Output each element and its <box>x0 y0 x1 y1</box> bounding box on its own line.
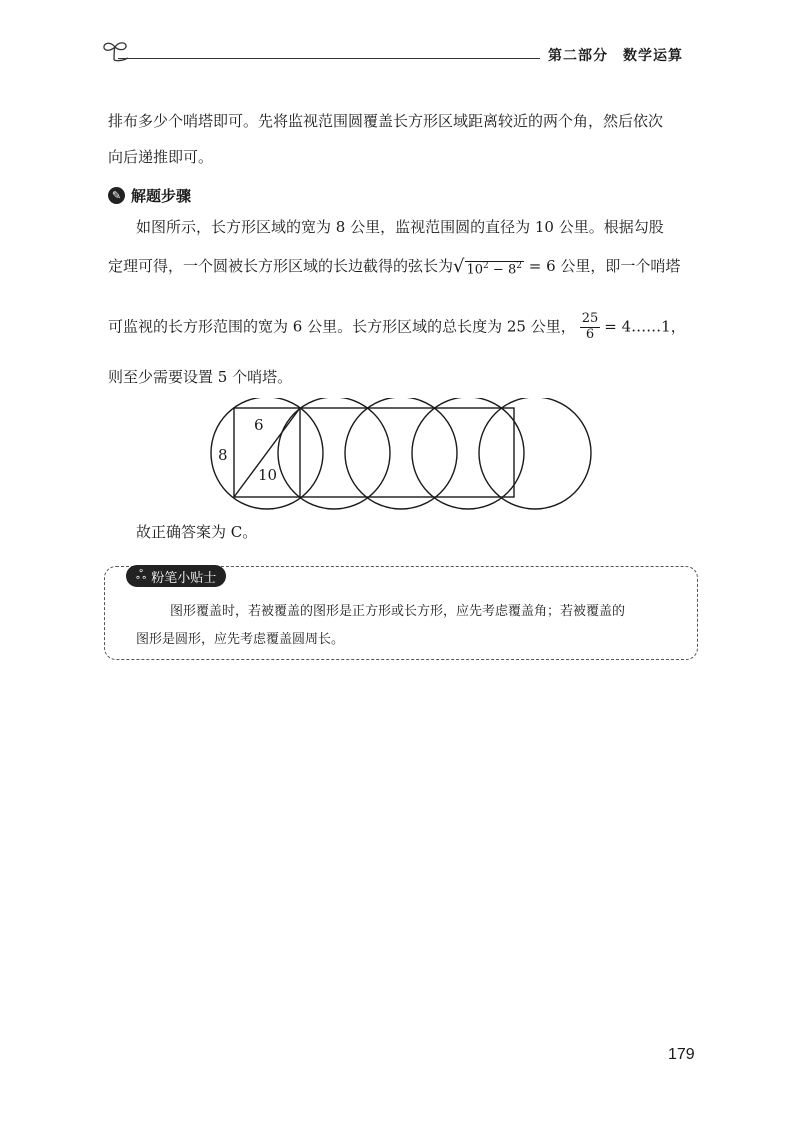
label-diameter: 10 <box>258 466 278 484</box>
solution-line-3-text: 可监视的长方形范围的宽为 6 公里。长方形区域的总长度为 25 公里， <box>108 317 576 336</box>
sprout-icon: ஃ <box>136 568 147 583</box>
solution-line-2-tail: = 6 公里，即一个哨塔 <box>523 257 681 275</box>
solution-line-3-tail: = 4……1， <box>604 317 686 336</box>
solution-line-2 <box>108 258 708 276</box>
sprout-icon <box>100 38 130 64</box>
fraction-denominator: 6 <box>585 326 595 342</box>
coverage-circle-4 <box>412 398 524 509</box>
tip-line-2: 图形是圆形，应先考虑覆盖圆周长。 <box>136 632 345 647</box>
radical-sign: √ <box>453 256 465 277</box>
fraction-numerator: 25 <box>581 311 599 326</box>
fraction <box>580 312 601 343</box>
section-title: 第二部分 数学运算 <box>548 48 683 64</box>
sqrt-expression <box>453 258 524 276</box>
solution-heading <box>108 185 191 206</box>
radicand: $10^2 - 8^2$ <box>466 260 522 277</box>
solution-line-2-text: 定理可得，一个圆被长方形区域的长边截得的弦长为 <box>108 257 454 275</box>
solution-line-1: 如图所示，长方形区域的宽为 8 公里，监视范围圆的直径为 10 公里。根据勾股 <box>136 218 664 236</box>
intro-line-2: 向后递推即可。 <box>108 148 214 166</box>
intro-line-1: 排布多少个哨塔即可。先将监视范围圆覆盖长方形区域距离较近的两个角，然后依次 <box>108 112 664 130</box>
tip-label-text: 粉笔小贴士 <box>151 570 217 586</box>
solution-line-3 <box>108 312 708 343</box>
coverage-diagram <box>200 398 600 518</box>
coverage-circle-3 <box>345 398 457 509</box>
tip-line-1: 图形覆盖时，若被覆盖的图形是正方形或长方形，应先考虑覆盖角；若被覆盖的 <box>170 604 626 619</box>
conclusion: 故正确答案为 C。 <box>136 523 258 541</box>
solution-heading-text: 解题步骤 <box>131 187 192 205</box>
solution-line-4: 则至少需要设置 5 个哨塔。 <box>108 368 293 386</box>
label-chord: 6 <box>254 416 264 434</box>
coverage-circle-5 <box>479 398 591 509</box>
tip-label <box>126 565 226 587</box>
pencil-icon: ✎ <box>108 187 125 204</box>
page-number: 179 <box>668 1046 695 1063</box>
header-rule <box>118 58 540 59</box>
label-width: 8 <box>218 446 228 464</box>
